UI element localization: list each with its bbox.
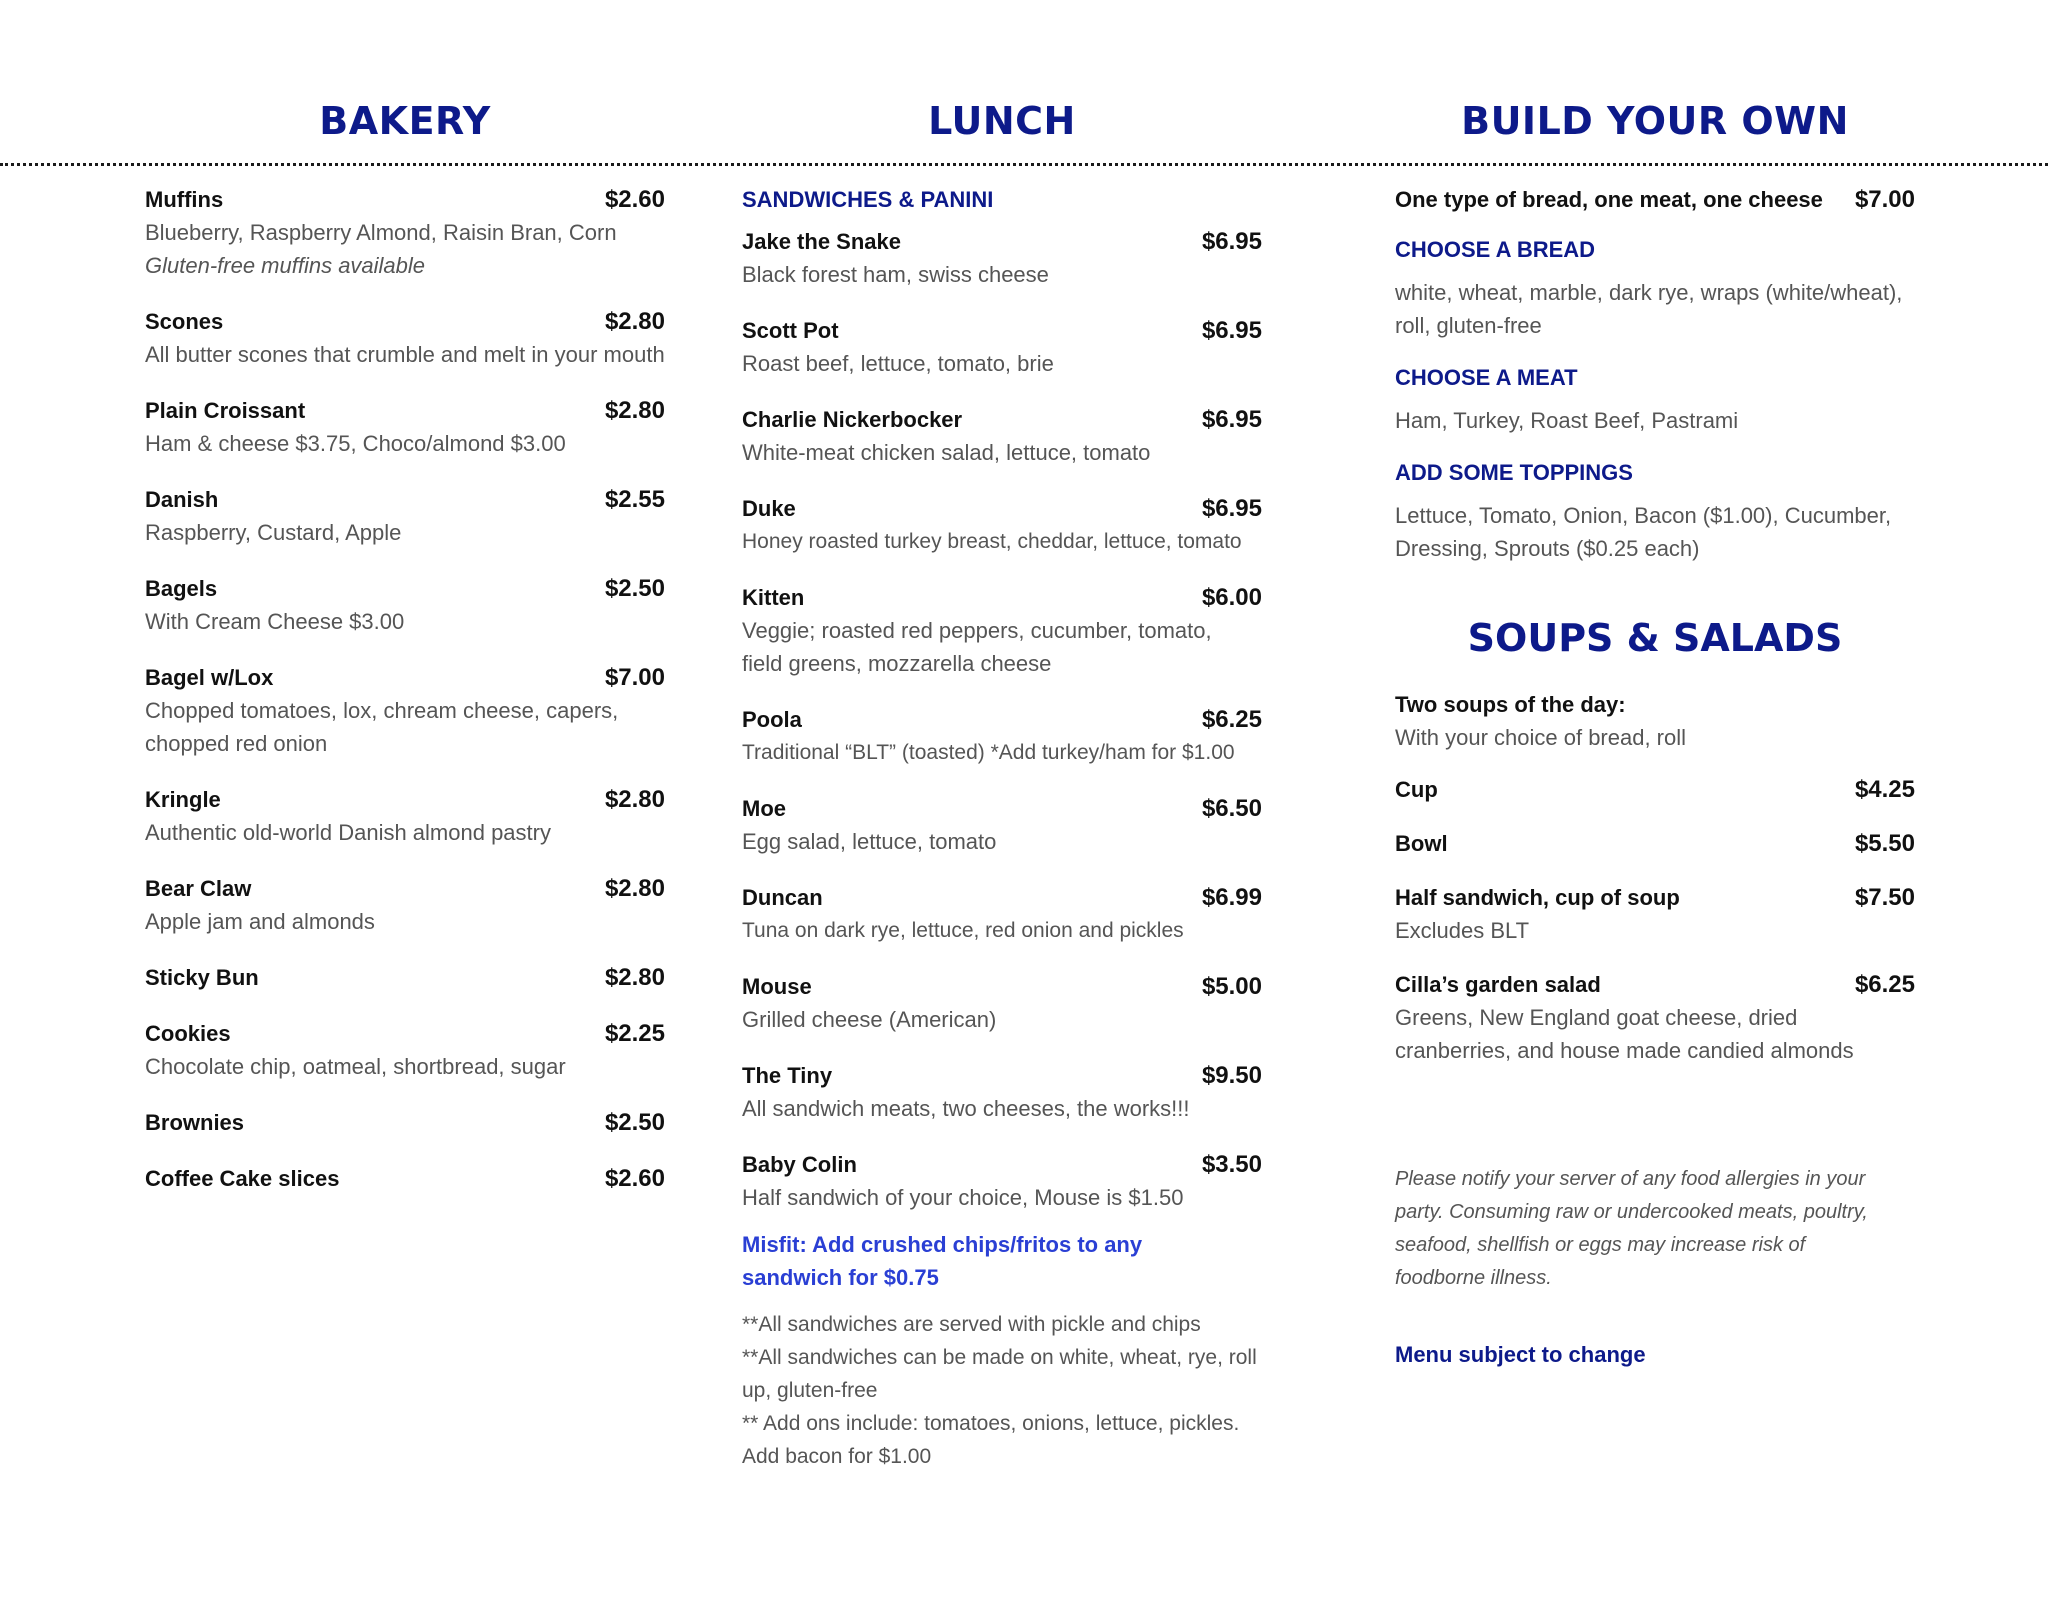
menu-item	[742, 315, 1262, 380]
item-price: $6.25	[1201, 706, 1262, 733]
item-name: Poola	[742, 707, 802, 732]
item-name: Half sandwich, cup of soup	[1395, 885, 1680, 910]
item-price: $9.50	[1201, 1062, 1262, 1089]
item-description: Excludes BLT	[1395, 918, 1530, 943]
item-name: Cookies	[145, 1021, 231, 1046]
sandwiches-subheading: SANDWICHES & PANINI	[742, 187, 994, 212]
item-price: $6.95	[1201, 317, 1262, 344]
menu-item	[742, 582, 1262, 680]
item-price: $6.25	[1854, 971, 1915, 998]
lunch-column	[742, 184, 1262, 1473]
item-description: With your choice of bread, roll	[1395, 725, 1687, 750]
item-name: Mouse	[742, 974, 812, 999]
build-intro-price: $7.00	[1854, 186, 1915, 213]
menu-item	[145, 1163, 665, 1195]
sandwich-note: ** Add ons include: tomatoes, onions, lettuce, pickles. Add bacon for $1.00	[742, 1412, 1240, 1468]
item-name: Charlie Nickerbocker	[742, 407, 963, 432]
item-description: Authentic old-world Danish almond pastry	[145, 820, 551, 845]
item-price: $4.25	[1854, 776, 1915, 803]
item-price: $7.00	[604, 664, 665, 691]
item-name: Bagel w/Lox	[145, 665, 274, 690]
item-price: $5.00	[1201, 973, 1262, 1000]
item-description: Raspberry, Custard, Apple	[145, 520, 402, 545]
choose-meat-label: CHOOSE A MEAT	[1395, 365, 1578, 390]
lunch-heading: LUNCH	[928, 99, 1076, 143]
item-price: $2.80	[604, 308, 665, 335]
bakery-heading: BAKERY	[319, 99, 491, 143]
item-description: Blueberry, Raspberry Almond, Raisin Bran, Corn	[145, 220, 617, 245]
menu-item	[145, 573, 665, 638]
menu-item	[742, 1060, 1262, 1125]
item-price: $6.95	[1201, 228, 1262, 255]
menu-item	[742, 1149, 1262, 1214]
sandwich-note: **All sandwiches can be made on white, wheat, rye, roll up, gluten-free	[742, 1346, 1257, 1402]
item-name: Duke	[742, 496, 796, 521]
item-name: Muffins	[145, 187, 224, 212]
menu-item	[145, 873, 665, 938]
item-name: Scones	[145, 309, 224, 334]
item-name: Bowl	[1395, 831, 1448, 856]
item-description: Egg salad, lettuce, tomato	[742, 829, 997, 854]
meat-options: Ham, Turkey, Roast Beef, Pastrami	[1395, 408, 1739, 433]
item-price: $6.50	[1201, 795, 1262, 822]
item-name: Moe	[742, 796, 786, 821]
item-price: $2.60	[604, 1165, 665, 1192]
menu-item	[742, 971, 1262, 1036]
item-price: $2.80	[604, 875, 665, 902]
menu-item	[145, 662, 665, 760]
item-name: Jake the Snake	[742, 229, 901, 254]
item-price: $2.80	[604, 964, 665, 991]
item-price: $2.50	[604, 575, 665, 602]
build-intro-text: One type of bread, one meat, one cheese	[1395, 187, 1823, 212]
item-name: Bagels	[145, 576, 218, 601]
item-name: Baby Colin	[742, 1152, 857, 1177]
item-name: Brownies	[145, 1110, 245, 1135]
menu-item	[1395, 774, 1915, 806]
item-description: Chocolate chip, oatmeal, shortbread, sugar	[145, 1054, 566, 1079]
menu-item	[145, 1107, 665, 1139]
item-note: Gluten-free muffins available	[145, 253, 426, 278]
item-price: $2.60	[604, 186, 665, 213]
item-price: $2.80	[604, 786, 665, 813]
item-description: Ham & cheese $3.75, Choco/almond $3.00	[145, 431, 566, 456]
item-description: With Cream Cheese $3.00	[145, 609, 405, 634]
item-price: $6.99	[1201, 884, 1262, 911]
build-column	[1395, 184, 1915, 1371]
soups-heading: SOUPS & SALADS	[1467, 616, 1843, 660]
dotted-divider	[0, 163, 2048, 166]
item-description: Veggie; roasted red peppers, cucumber, tomato, field greens, mozzarella cheese	[742, 618, 1212, 676]
item-name: Cup	[1395, 777, 1438, 802]
item-description: All butter scones that crumble and melt in your mouth	[145, 342, 665, 367]
item-price: $3.50	[1201, 1151, 1262, 1178]
menu-item	[742, 226, 1262, 291]
menu-item	[1395, 689, 1915, 754]
item-description: Tuna on dark rye, lettuce, red onion and pickles	[742, 919, 1184, 942]
item-description: Apple jam and almonds	[145, 909, 375, 934]
item-name: Danish	[145, 487, 219, 512]
sandwich-note: **All sandwiches are served with pickle and chips	[742, 1313, 1201, 1336]
misfit-callout: Misfit: Add crushed chips/fritos to any sandwich for $0.75	[742, 1232, 1143, 1290]
item-name: Kringle	[145, 787, 221, 812]
item-description: Honey roasted turkey breast, cheddar, lettuce, tomato	[742, 530, 1242, 553]
item-price: $6.95	[1201, 406, 1262, 433]
item-price: $2.50	[604, 1109, 665, 1136]
toppings-label: ADD SOME TOPPINGS	[1395, 460, 1633, 485]
item-name: Sticky Bun	[145, 965, 259, 990]
item-name: The Tiny	[742, 1063, 833, 1088]
item-description: Traditional “BLT” (toasted) *Add turkey/ham for $1.00	[742, 741, 1235, 764]
item-price: $2.25	[604, 1020, 665, 1047]
item-description: Black forest ham, swiss cheese	[742, 262, 1049, 287]
item-price: $6.00	[1201, 584, 1262, 611]
item-description: Roast beef, lettuce, tomato, brie	[742, 351, 1054, 376]
item-description: Half sandwich of your choice, Mouse is $1.50	[742, 1185, 1184, 1210]
menu-item	[145, 1018, 665, 1083]
menu-item	[145, 484, 665, 549]
menu-item	[145, 962, 665, 994]
menu-item	[145, 184, 665, 282]
item-description: Grilled cheese (American)	[742, 1007, 997, 1032]
menu-item	[1395, 969, 1915, 1067]
item-name: Coffee Cake slices	[145, 1166, 340, 1191]
menu-item	[742, 704, 1262, 769]
item-description: All sandwich meats, two cheeses, the works!!!	[742, 1096, 1190, 1121]
item-name: Kitten	[742, 585, 805, 610]
menu-item	[145, 395, 665, 460]
menu-item	[742, 404, 1262, 469]
bakery-column	[145, 184, 665, 1219]
allergy-notice: Please notify your server of any food allergies in your party. Consuming raw or undercooked meats, poultry, seafood, shellfish or eggs may increase risk of foodborne illness.	[1395, 1168, 1868, 1289]
choose-bread-label: CHOOSE A BREAD	[1395, 237, 1596, 262]
menu-item	[145, 784, 665, 849]
build-intro	[1395, 184, 1915, 216]
item-name: Cilla’s garden salad	[1395, 972, 1601, 997]
item-price: $6.95	[1201, 495, 1262, 522]
item-name: Scott Pot	[742, 318, 839, 343]
build-heading: BUILD YOUR OWN	[1461, 99, 1849, 143]
menu-item	[742, 882, 1262, 947]
item-name: Bear Claw	[145, 876, 252, 901]
bread-options: white, wheat, marble, dark rye, wraps (white/wheat), roll, gluten-free	[1395, 280, 1903, 338]
item-name: Plain Croissant	[145, 398, 306, 423]
menu-item	[1395, 882, 1915, 947]
menu-subject-to-change: Menu subject to change	[1395, 1342, 1646, 1367]
menu-item	[742, 793, 1262, 858]
menu-item	[145, 306, 665, 371]
item-description: White-meat chicken salad, lettuce, tomato	[742, 440, 1151, 465]
toppings-options: Lettuce, Tomato, Onion, Bacon ($1.00), Cucumber, Dressing, Sprouts ($0.25 each)	[1395, 503, 1892, 561]
item-price: $5.50	[1854, 830, 1915, 857]
menu-item	[742, 493, 1262, 558]
menu-item	[1395, 828, 1915, 860]
item-description: Chopped tomatoes, lox, chream cheese, capers, chopped red onion	[145, 698, 619, 756]
item-name: Two soups of the day:	[1395, 692, 1626, 717]
item-description: Greens, New England goat cheese, dried cranberries, and house made candied almonds	[1395, 1005, 1854, 1063]
item-price: $2.80	[604, 397, 665, 424]
item-price: $2.55	[604, 486, 665, 513]
item-name: Duncan	[742, 885, 823, 910]
item-price: $7.50	[1854, 884, 1915, 911]
